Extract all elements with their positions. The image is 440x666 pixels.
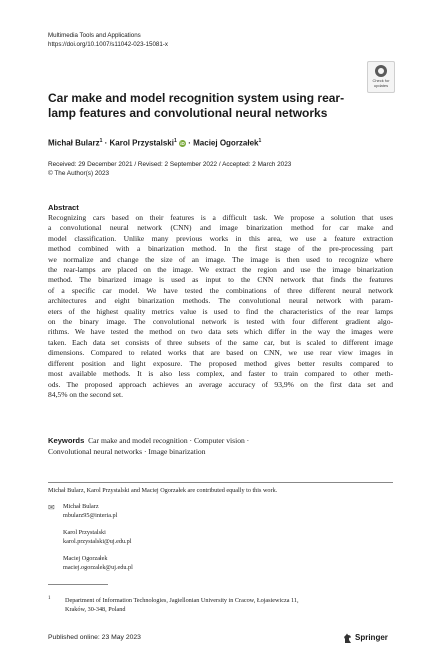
article-history: Received: 29 December 2021 / Revised: 2 September 2022 / Accepted: 2 March 2023 xyxy=(48,161,292,168)
contact-email[interactable]: maciej.ogorzalek@uj.edu.pl xyxy=(63,563,133,571)
keywords-label: Keywords xyxy=(48,436,85,445)
check-updates-icon xyxy=(375,65,387,77)
journal-doi[interactable]: https://doi.org/10.1007/s11042-023-15081-x xyxy=(48,41,168,48)
contact-block xyxy=(63,503,133,572)
contact-email[interactable]: karol.przystalski@uj.edu.pl xyxy=(63,537,132,545)
journal-name: Multimedia Tools and Applications xyxy=(48,32,141,39)
author-affiliation-mark: 1 xyxy=(99,138,103,144)
author-name[interactable]: Karol Przystalski xyxy=(109,138,174,148)
springer-logo[interactable] xyxy=(343,633,395,645)
check-updates-text: Check for updates xyxy=(372,78,390,88)
author-affiliation-mark: 1 xyxy=(258,138,262,144)
abstract-line: Recognizing cars based on their features is a difficult task. We propose a solution that uses xyxy=(48,213,393,222)
abstract-line: we normalize and change the size of an image. The image is then used to recognize where xyxy=(48,254,393,264)
affiliation-divider xyxy=(48,584,108,585)
envelope-icon: ✉ xyxy=(48,503,55,512)
abstract-line: of a specific car model. We have tested the combinations of three different neural network xyxy=(48,285,393,295)
abstract-line: rithms. We have tested the method on two data sets which differ in the way the images were xyxy=(48,327,393,337)
author-affiliation-mark: 1 xyxy=(173,138,177,144)
abstract-body xyxy=(48,213,393,400)
abstract-line: method. The binarized image is used as input to the CNN network that finds the features xyxy=(48,275,393,285)
affiliation-line: Kraków, 30-348, Poland xyxy=(65,605,126,613)
affiliation-line: Department of Information Technologies, Jagiellonian University in Cracow, Łojasiewicza 11, xyxy=(65,597,299,604)
contact-name: Karol Przystalski xyxy=(63,529,106,536)
article-dates xyxy=(48,160,291,178)
equal-contribution-note: Michał Bularz, Karol Przystalski and Maciej Ogorzałek are contributed equally to this work. xyxy=(48,487,278,494)
abstract-line: a convolutional neural network (CNN) and image binarization method for car make and xyxy=(48,223,393,233)
abstract-line: dimensions. Compared to related works that are based on CNN, we use rear view images in xyxy=(48,348,393,358)
contact-email[interactable]: mbularz95@interia.pl xyxy=(63,511,118,519)
contact-name: Michał Bularz xyxy=(63,503,99,510)
author-name[interactable]: Maciej Ogorzałek xyxy=(193,138,259,148)
keywords xyxy=(48,435,393,457)
abstract-line: eters of the highest quality metrics value is used to find the characteristics of the rear lamps xyxy=(48,306,393,316)
paper-title: Car make and model recognition system using rear-lamp features and convolutional neural networks xyxy=(48,91,345,120)
abstract-line: most available methods. It is also less complex, and faster to train compared to other meth- xyxy=(48,369,393,379)
abstract-line: model classification. Unlike many previous works in this area, we use a feature extraction xyxy=(48,233,393,243)
springer-wordmark: Springer xyxy=(355,633,388,642)
abstract-line: method combined with a binarization method. In the first stage of the pre-processing part xyxy=(48,244,393,254)
abstract-line: the rear-lamps are placed on the image. We extract the region and use the image binarization xyxy=(48,265,393,275)
abstract-line: on the binary image. The convolutional network is tested with four different gradient algo- xyxy=(48,317,393,327)
abstract-line: different position and light exposure. The proposed method gives better results compared to xyxy=(48,358,393,368)
footnote-divider xyxy=(48,482,393,483)
keywords-line: Convolutional neural networks · Image binarization xyxy=(48,447,206,456)
author-name[interactable]: Michał Bularz xyxy=(48,138,100,148)
abstract-line: taken. Each data set consists of three subsets of the same car, but is scaled to different image xyxy=(48,337,393,347)
author-list xyxy=(48,136,388,149)
springer-horse-icon xyxy=(343,633,353,644)
abstract-line: ods. The proposed approach achieves an average accuracy of 93,9% on the first data set and xyxy=(48,379,393,389)
abstract-heading: Abstract xyxy=(48,203,79,212)
copyright-line: © The Author(s) 2023 xyxy=(48,170,110,177)
published-online-date: Published online: 23 May 2023 xyxy=(48,634,141,641)
journal-header xyxy=(48,31,168,49)
author-separator: · xyxy=(104,138,108,148)
abstract-line: 84,5% on the second set. xyxy=(48,389,124,399)
abstract-line: architectures and eight binarization methods. The convolutional neural network with param- xyxy=(48,296,393,306)
check-for-updates-badge[interactable] xyxy=(367,61,395,93)
affiliation xyxy=(65,597,299,614)
author-separator: · xyxy=(188,138,191,148)
contact-name: Maciej Ogorzałek xyxy=(63,555,108,562)
keywords-line: Car make and model recognition · Computer vision · xyxy=(88,436,250,445)
affiliation-number: 1 xyxy=(48,596,51,601)
orcid-icon[interactable]: iD xyxy=(180,140,185,146)
